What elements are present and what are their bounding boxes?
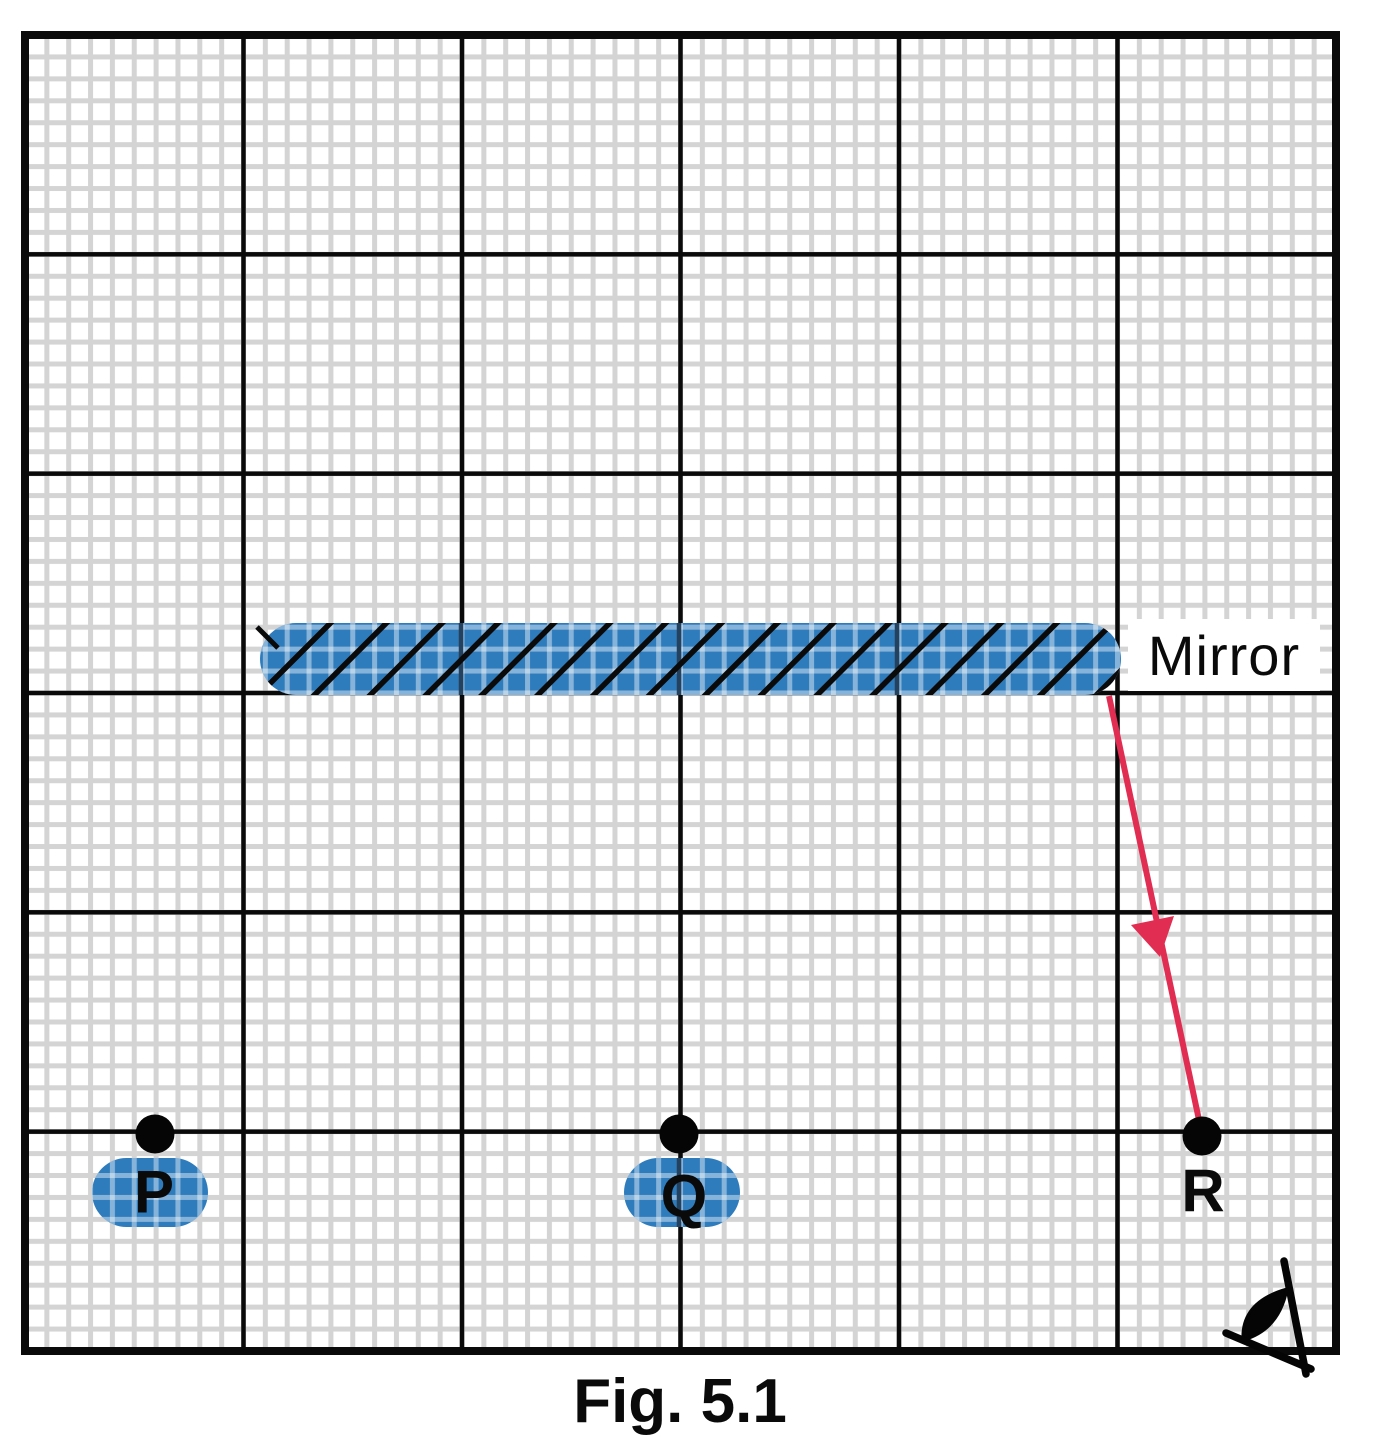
- point-dot-r: [1183, 1117, 1222, 1156]
- point-label-r: R: [1181, 1157, 1225, 1225]
- point-label-p: P: [133, 1158, 175, 1226]
- figure-caption: Fig. 5.1: [573, 1367, 787, 1436]
- mirror-bar: [257, 623, 1121, 695]
- mirror-hatching: [260, 623, 1121, 695]
- mirror-label-text: Mirror: [1147, 623, 1301, 687]
- point-dot-q: [660, 1115, 699, 1154]
- point-dot-p: [136, 1115, 175, 1154]
- point-label-q: Q: [660, 1162, 708, 1230]
- mirror-label: [1128, 619, 1320, 691]
